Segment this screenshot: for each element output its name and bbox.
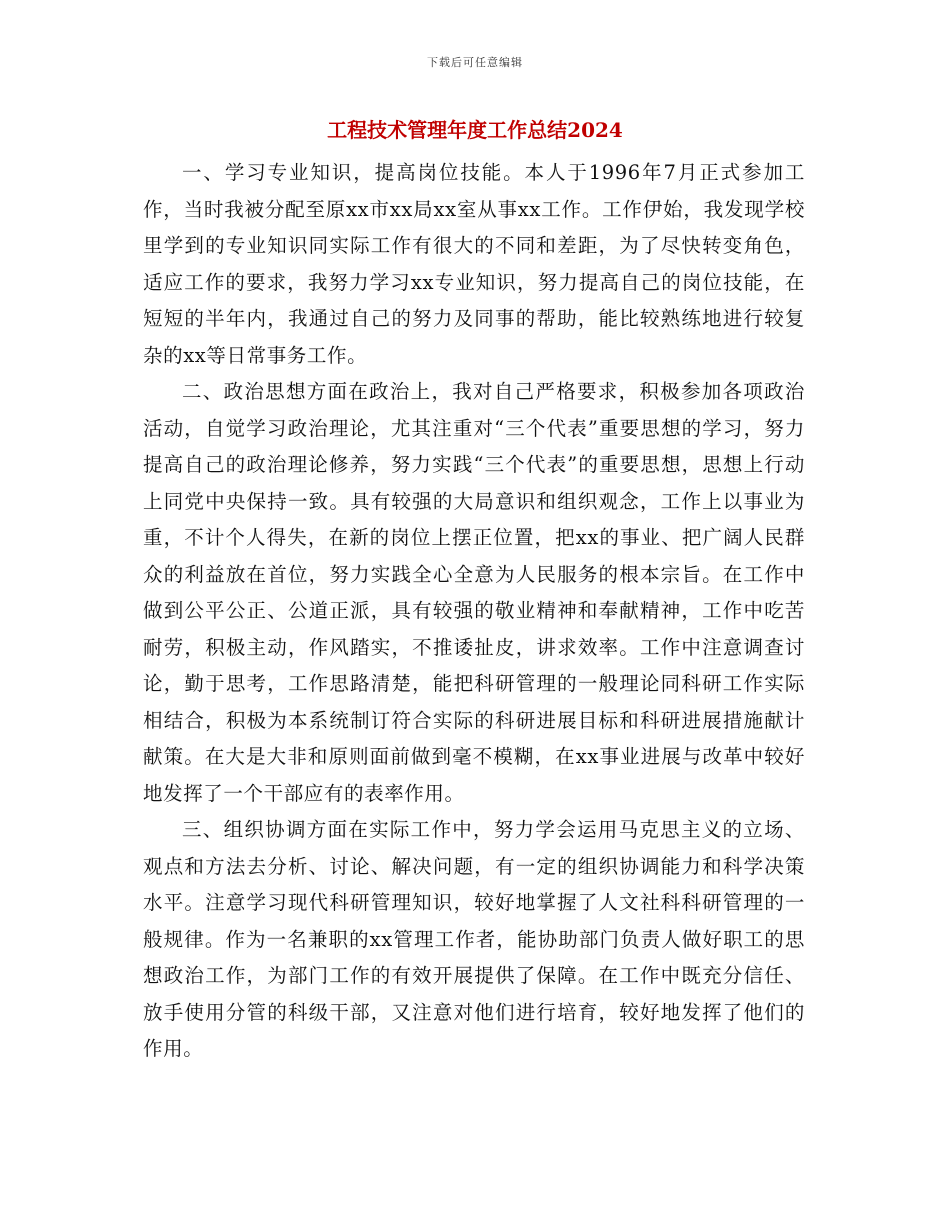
- document-title: 工程技术管理年度工作总结2024: [327, 118, 623, 142]
- paragraph-political-thought: 二、政治思想方面在政治上，我对自己严格要求，积极参加各项政治活动，自觉学习政治理论，尤其注重对“三个代表”重要思想的学习，努力提高自己的政治理论修养，努力实践“三个代表”的重要思想，思想上行动上同党中央保持一致。具有较强的大局意识和组织观念，工作上以事业为重，不计个人得失，在新的岗位上摆正位置，把xx的事业、把广阔人民群众的利益放在首位，努力实践全心全意为人民服务的根本宗旨。在工作中做到公平公正、公道正派，具有较强的敬业精神和奉献精神，工作中吃苦耐劳，积极主动，作风踏实，不推诿扯皮，讲求效率。工作中注意调查讨论，勤于思考，工作思路清楚，能把科研管理的一般理论同科研工作实际相结合，积极为本系统制订符合实际的科研进展目标和科研进展措施献计献策。在大是大非和原则面前做到毫不模糊，在xx事业进展与改革中较好地发挥了一个干部应有的表率作用。: [143, 380, 805, 805]
- paragraph-organization-coordination: 三、组织协调方面在实际工作中，努力学会运用马克思主义的立场、观点和方法去分析、讨论、解决问题，有一定的组织协调能力和科学决策水平。注意学习现代科研管理知识，较好地掌握了人文社科科研管理的一般规律。作为一名兼职的xx管理工作者，能协助部门负责人做好职工的思想政治工作，为部门工作的有效开展提供了保障。在工作中既充分信任、放手使用分管的科级干部，又注意对他们进行培育，较好地发挥了他们的作用。: [143, 818, 805, 1060]
- paragraph-study-skills: 一、学习专业知识，提高岗位技能。本人于1996年7月正式参加工作，当时我被分配至原xx市xx局xx室从事xx工作。工作伊始，我发现学校里学到的专业知识同实际工作有很大的不同和差距，为了尽快转变角色，适应工作的要求，我努力学习xx专业知识，努力提高自己的岗位技能，在短短的半年内，我通过自己的努力及同事的帮助，能比较熟练地进行较复杂的xx等日常事务工作。: [143, 161, 805, 367]
- header-note: 下载后可任意编辑: [427, 56, 523, 69]
- document-body: [143, 155, 805, 1068]
